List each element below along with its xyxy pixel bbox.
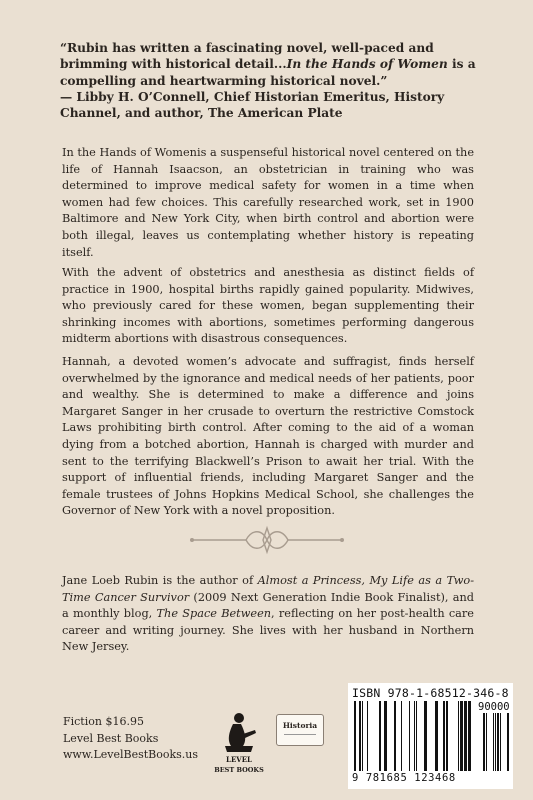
- barcode-bar: [458, 701, 459, 771]
- barcode-bar: [362, 701, 363, 771]
- quote-text: “Rubin has written a fascinating novel, well-paced and brimming with historical detail...: [60, 41, 434, 72]
- barcode-bar: [446, 701, 448, 771]
- historia-logo: [276, 714, 324, 746]
- synopsis-paragraph-2: With the advent of obstetrics and anesthesia as distinct fields of practice in 1900, hospital births rapidly gained popularity. Midwives, who previously cared for these women, began supplementing their shrinking incomes with abortions, sometimes performing dangerous midterm abortions with disastrous consequences.: [62, 266, 474, 346]
- barcode-bar: [468, 701, 471, 771]
- logo-text-level: LEVEL: [226, 755, 252, 764]
- historia-logo-text: Historia: [282, 721, 318, 730]
- addon-bar: [497, 713, 499, 771]
- bio-text: Jane Loeb Rubin is the author of: [62, 574, 258, 587]
- publisher-info: [63, 714, 198, 764]
- quote-text-end: is a compelling and heartwarming historical novel.”: [60, 57, 476, 88]
- barcode-bar: [416, 701, 417, 771]
- synopsis-paragraph-3: Hannah, a devoted women’s advocate and suffragist, finds herself overwhelmed by the ignorance and medical needs of her patients, poor and wealthy. She is determined to make a difference and joins Margaret Sanger in her crusade to overturn the restrictive Comstock Laws prohibiting birth control. After coming to the aid of a woman dying from a botched abortion, Hannah is charged with murder and sent to the terrifying Blackwell’s Prison to await her trial. With the support of influential friends, including Margaret Sanger and the female trustees of Johns Hopkins Medical School, she challenges the Governor of New York with a novel proposition.: [62, 355, 474, 518]
- synopsis-text-1: is a suspenseful historical novel centered on the life of Hannah Isaacson, an obstetrician in training who was determined to improve medical safety for women in a time when women had few choices. This carefully researched work, set in 1900 Baltimore and New York City, when birth control and abortion were both illegal, leaves us contemplating whether history is repeating itself.: [62, 146, 475, 259]
- barcode-bar: [414, 701, 415, 771]
- barcode-bar: [359, 701, 361, 771]
- bio-blog-title: The Space Between: [156, 607, 272, 621]
- logo-text-best-books: BEST BOOKS: [214, 766, 264, 774]
- price-addon-code: 90000: [478, 701, 510, 713]
- addon-bar: [500, 713, 501, 771]
- publisher-name: Level Best Books: [63, 731, 159, 745]
- genre-price: Fiction $16.95: [63, 715, 144, 728]
- quote-attribution: — Libby H. O’Connell, Chief Historian Emeritus, History Channel, and author, The American Plate: [60, 89, 445, 121]
- publisher-website: www.LevelBestBooks.us: [63, 748, 199, 762]
- addon-bar: [495, 713, 496, 771]
- addon-bar: [493, 713, 494, 771]
- bio-text-3: , reflecting on her post-health care career and writing journey. She lives with her husband in Northern New Jersey.: [62, 607, 474, 654]
- historia-logo-rule: [284, 734, 316, 735]
- barcode-number: 9 781685 123468: [352, 772, 456, 784]
- barcode-bar: [401, 701, 402, 771]
- bio-book-title: Almost a Princess, My Life as a Two-Time Cancer Survivor: [62, 574, 475, 604]
- quote-book-title: In the Hands of Women: [286, 57, 448, 72]
- endorsement-quote: [60, 40, 480, 121]
- barcode-bar: [424, 701, 427, 771]
- barcode-bar: [460, 701, 463, 771]
- barcode-bar: [464, 701, 467, 771]
- book-title-inline: In the Hands of Women: [62, 146, 197, 159]
- bio-text-2: (2009 Next Generation Indie Book Finalist), and a monthly blog,: [62, 590, 474, 621]
- addon-bar: [486, 713, 487, 771]
- barcode-bar: [367, 701, 368, 771]
- addon-bar: [483, 713, 485, 771]
- flourish-ornament: [188, 523, 346, 557]
- addon-bar: [507, 713, 509, 771]
- author-bio: [62, 573, 474, 656]
- synopsis-paragraph-1: [62, 145, 474, 261]
- barcode-bar: [384, 701, 387, 771]
- barcode-bar: [435, 701, 438, 771]
- barcode-bar: [409, 701, 410, 771]
- barcode-bar: [443, 701, 445, 771]
- level-best-books-logo: [213, 710, 265, 778]
- barcode-bar: [394, 701, 396, 771]
- barcode-bar: [379, 701, 381, 771]
- isbn-text: ISBN 978-1-68512-346-8: [352, 686, 509, 700]
- barcode-bar: [354, 701, 356, 771]
